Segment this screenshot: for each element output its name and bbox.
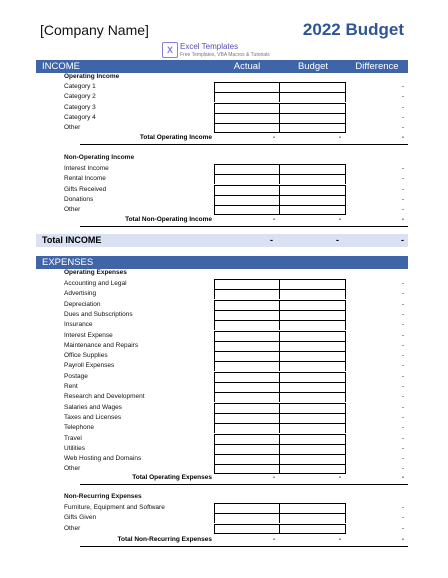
line-item-row: [36, 113, 408, 123]
budget-input-cell[interactable]: [280, 289, 346, 299]
budget-input-cell[interactable]: [280, 444, 346, 454]
budget-input-cell[interactable]: [280, 164, 346, 174]
subtotal-difference: -: [401, 536, 404, 543]
line-item-label: Category 2: [64, 93, 96, 101]
actual-input-cell[interactable]: [214, 351, 280, 361]
line-item-row: [36, 300, 408, 310]
budget-input-cell[interactable]: [280, 403, 346, 413]
subtotal-label: Total Operating Expenses: [132, 474, 212, 481]
line-item-label: Dues and Subscriptions: [64, 310, 133, 318]
line-item-label: Rent: [64, 383, 78, 390]
actual-input-cell[interactable]: [214, 164, 280, 174]
line-item-label: Other: [64, 206, 81, 214]
line-item-label: Gifts Given: [64, 514, 97, 522]
difference-value: -: [401, 514, 404, 522]
actual-input-cell[interactable]: [214, 403, 280, 413]
line-item-row: [36, 341, 408, 351]
total-income-difference: -: [401, 235, 404, 245]
difference-value: -: [401, 372, 404, 380]
line-item-row: [36, 444, 408, 454]
line-item-row: [36, 174, 408, 184]
difference-value: -: [401, 434, 404, 442]
line-item-label: Postage: [64, 372, 88, 380]
subtotal-rule: [80, 546, 408, 547]
actual-input-cell[interactable]: [214, 434, 280, 444]
actual-input-cell[interactable]: [214, 310, 280, 320]
subtotal-rule: [80, 144, 408, 145]
line-item-row: [36, 185, 408, 195]
actual-input-cell[interactable]: [214, 174, 280, 184]
difference-value: -: [401, 331, 404, 339]
difference-value: -: [401, 444, 404, 452]
income-header: [36, 60, 408, 73]
actual-input-cell[interactable]: [214, 341, 280, 351]
budget-input-cell[interactable]: [280, 123, 346, 133]
subtotal-budget: -: [339, 536, 342, 543]
budget-input-cell[interactable]: [280, 513, 346, 523]
line-item-label: Taxes and Licenses: [64, 413, 122, 421]
actual-input-cell[interactable]: [214, 82, 280, 92]
line-item-label: Gifts Received: [64, 185, 107, 193]
actual-input-cell[interactable]: [214, 331, 280, 341]
line-item-label: Category 3: [64, 103, 96, 111]
line-item-label: Travel: [64, 434, 82, 442]
subtotal-actual: -: [273, 134, 276, 141]
budget-input-cell[interactable]: [280, 524, 346, 534]
line-item-label: Maintenance and Repairs: [64, 341, 139, 349]
line-item-row: [36, 361, 408, 371]
total-income-actual: -: [270, 235, 273, 245]
section-subheading: Operating Income: [64, 73, 120, 80]
subtotal-difference: -: [401, 474, 404, 481]
difference-column-header: Difference: [355, 61, 399, 72]
budget-input-cell[interactable]: [280, 174, 346, 184]
actual-input-cell[interactable]: [214, 185, 280, 195]
actual-input-cell[interactable]: [214, 320, 280, 330]
budget-column-header: Budget: [297, 61, 329, 72]
difference-value: -: [401, 424, 404, 432]
actual-input-cell[interactable]: [214, 289, 280, 299]
line-item-label: Other: [64, 465, 81, 473]
budget-title: 2022 Budget: [302, 20, 404, 39]
subtotal-actual: -: [273, 536, 276, 543]
actual-input-cell[interactable]: [214, 103, 280, 113]
line-item-row: [36, 413, 408, 423]
subtotal-label: Total Non-Recurring Expenses: [117, 536, 212, 543]
subtotal-budget: -: [339, 216, 342, 223]
budget-input-cell[interactable]: [280, 205, 346, 215]
line-item-row: [36, 372, 408, 382]
difference-value: -: [401, 93, 404, 101]
line-item-row: [36, 310, 408, 320]
actual-input-cell[interactable]: [214, 413, 280, 423]
subtotal-label: Total Non-Operating Income: [125, 216, 212, 223]
line-item-row: [36, 164, 408, 174]
difference-value: -: [401, 413, 404, 421]
logo-name: Excel Templates: [180, 42, 239, 51]
expenses-label: EXPENSES: [42, 257, 94, 268]
actual-input-cell[interactable]: [214, 423, 280, 433]
line-item-label: Utilities: [64, 444, 85, 452]
line-item-label: Category 4: [64, 113, 96, 121]
actual-input-cell[interactable]: [214, 513, 280, 523]
actual-input-cell[interactable]: [214, 123, 280, 133]
difference-value: -: [401, 290, 404, 298]
difference-value: -: [401, 165, 404, 172]
line-item-row: [36, 503, 408, 513]
actual-input-cell[interactable]: [214, 113, 280, 123]
budget-input-cell[interactable]: [280, 382, 346, 392]
subtotal-actual: -: [273, 474, 276, 481]
line-item-row: [36, 279, 408, 289]
subtotal-budget: -: [339, 474, 342, 481]
logo-tagline: Free Templates, VBA Macros & Tutorials: [180, 52, 270, 58]
actual-input-cell[interactable]: [214, 503, 280, 513]
budget-input-cell[interactable]: [280, 279, 346, 289]
line-item-row: [36, 82, 408, 92]
company-name[interactable]: [Company Name]: [40, 22, 149, 38]
difference-value: -: [401, 393, 404, 401]
actual-input-cell[interactable]: [214, 444, 280, 454]
subtotal-row: [36, 535, 408, 545]
budget-input-cell[interactable]: [280, 92, 346, 102]
line-item-label: Office Supplies: [64, 352, 108, 360]
difference-value: -: [401, 83, 404, 90]
line-item-label: Web Hosting and Domains: [64, 455, 142, 463]
line-item-label: Research and Development: [64, 393, 145, 401]
budget-input-cell[interactable]: [280, 113, 346, 123]
difference-value: -: [401, 195, 404, 203]
line-item-label: Salaries and Wages: [64, 403, 122, 411]
section-subheading: Operating Expenses: [64, 269, 127, 276]
difference-value: -: [401, 465, 404, 473]
line-item-row: [36, 92, 408, 102]
actual-input-cell[interactable]: [214, 279, 280, 289]
line-item-row: [36, 513, 408, 523]
line-item-label: Other: [64, 124, 81, 132]
section-subheading: Non-Recurring Expenses: [64, 493, 142, 500]
subtotal-row: [36, 215, 408, 225]
line-item-label: Insurance: [64, 321, 93, 329]
subtotal-actual: -: [273, 216, 276, 223]
line-item-row: [36, 103, 408, 113]
actual-input-cell[interactable]: [214, 361, 280, 371]
line-item-label: Telephone: [64, 424, 94, 432]
budget-input-cell[interactable]: [280, 82, 346, 92]
difference-value: -: [401, 362, 404, 370]
budget-input-cell[interactable]: [280, 185, 346, 195]
difference-value: -: [401, 321, 404, 329]
line-item-row: [36, 331, 408, 341]
excel-logo-icon: X: [162, 42, 178, 58]
budget-input-cell[interactable]: [280, 341, 346, 351]
line-item-label: Furniture, Equipment and Software: [64, 504, 165, 511]
budget-input-cell[interactable]: [280, 434, 346, 444]
line-item-label: Depreciation: [64, 300, 101, 308]
actual-input-cell[interactable]: [214, 524, 280, 534]
line-item-row: [36, 403, 408, 413]
actual-input-cell[interactable]: [214, 454, 280, 464]
budget-input-cell[interactable]: [280, 195, 346, 205]
line-item-row: [36, 205, 408, 215]
subtotal-row: [36, 133, 408, 143]
difference-value: -: [401, 185, 404, 193]
difference-value: -: [401, 310, 404, 318]
difference-value: -: [401, 280, 404, 287]
subtotal-rule: [80, 484, 408, 485]
line-item-row: [36, 524, 408, 534]
line-item-label: Other: [64, 524, 81, 532]
difference-value: -: [401, 352, 404, 360]
budget-input-cell[interactable]: [280, 361, 346, 371]
line-item-row: [36, 382, 408, 392]
section-subheading: Non-Operating Income: [64, 154, 135, 161]
line-item-label: Accounting and Legal: [64, 280, 127, 287]
budget-input-cell[interactable]: [280, 351, 346, 361]
budget-input-cell[interactable]: [280, 413, 346, 423]
actual-input-cell[interactable]: [214, 195, 280, 205]
line-item-row: [36, 434, 408, 444]
difference-value: -: [401, 124, 404, 132]
line-item-row: [36, 289, 408, 299]
difference-value: -: [401, 300, 404, 308]
subtotal-row: [36, 473, 408, 483]
line-item-label: Payroll Expenses: [64, 362, 115, 370]
actual-input-cell[interactable]: [214, 92, 280, 102]
subtotal-rule: [80, 226, 408, 227]
budget-input-cell[interactable]: [280, 372, 346, 382]
actual-input-cell[interactable]: [214, 205, 280, 215]
line-item-row: [36, 423, 408, 433]
difference-value: -: [401, 403, 404, 411]
line-item-row: [36, 195, 408, 205]
actual-input-cell[interactable]: [214, 382, 280, 392]
budget-input-cell[interactable]: [280, 454, 346, 464]
actual-column-header: Actual: [233, 61, 261, 72]
budget-input-cell[interactable]: [280, 310, 346, 320]
excel-templates-logo: [162, 40, 312, 62]
difference-value: -: [401, 383, 404, 390]
line-item-label: Category 1: [64, 83, 96, 90]
subtotal-label: Total Operating Income: [139, 134, 212, 141]
line-item-row: [36, 123, 408, 133]
actual-input-cell[interactable]: [214, 300, 280, 310]
budget-input-cell[interactable]: [280, 392, 346, 402]
difference-value: -: [401, 113, 404, 121]
difference-value: -: [401, 455, 404, 463]
subtotal-budget: -: [339, 134, 342, 141]
line-item-label: Advertising: [64, 290, 97, 298]
budget-input-cell[interactable]: [280, 503, 346, 513]
budget-input-cell[interactable]: [280, 300, 346, 310]
subtotal-difference: -: [401, 134, 404, 141]
budget-input-cell[interactable]: [280, 103, 346, 113]
expenses-header: [36, 256, 408, 269]
budget-input-cell[interactable]: [280, 423, 346, 433]
line-item-row: [36, 454, 408, 464]
line-item-row: [36, 392, 408, 402]
difference-value: -: [401, 524, 404, 532]
total-income-label: Total INCOME: [42, 235, 102, 245]
line-item-row: [36, 351, 408, 361]
line-item-label: Interest Income: [64, 165, 109, 172]
actual-input-cell[interactable]: [214, 372, 280, 382]
line-item-label: Rental Income: [64, 175, 106, 183]
budget-input-cell[interactable]: [280, 320, 346, 330]
income-label: INCOME: [42, 61, 80, 72]
total-income-budget: -: [336, 235, 339, 245]
difference-value: -: [401, 206, 404, 214]
difference-value: -: [401, 341, 404, 349]
budget-input-cell[interactable]: [280, 331, 346, 341]
total-income-row: [36, 234, 408, 247]
line-item-label: Donations: [64, 195, 94, 203]
subtotal-difference: -: [401, 216, 404, 223]
difference-value: -: [401, 175, 404, 183]
line-item-row: [36, 320, 408, 330]
actual-input-cell[interactable]: [214, 392, 280, 402]
difference-value: -: [401, 103, 404, 111]
difference-value: -: [401, 504, 404, 511]
line-item-label: Interest Expense: [64, 331, 113, 339]
